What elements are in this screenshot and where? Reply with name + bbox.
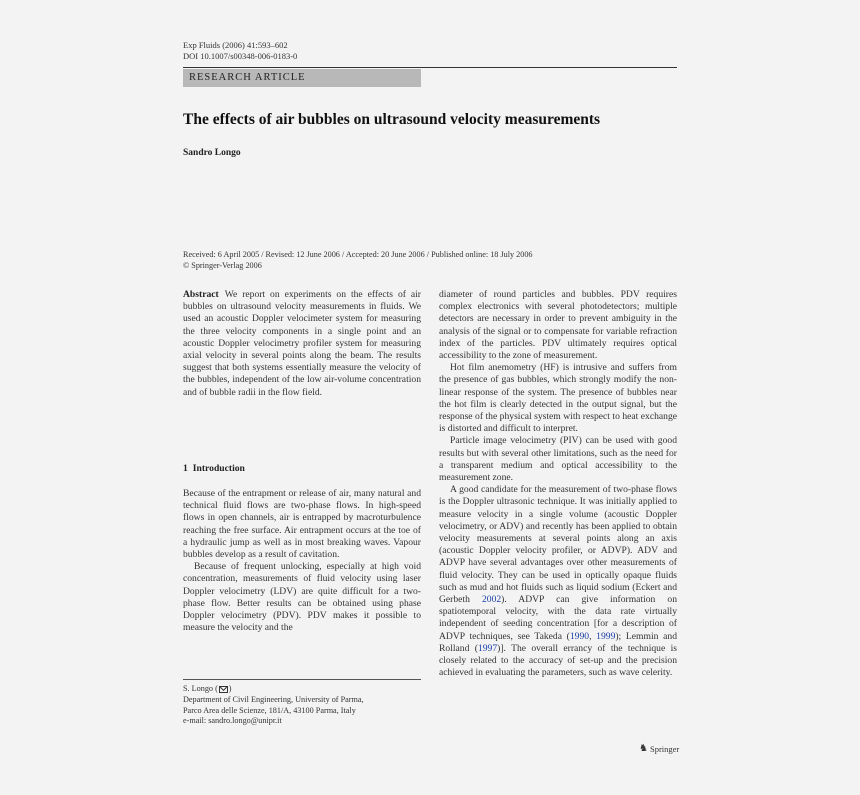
date-history: Received: 6 April 2005 / Revised: 12 June 2006 / Accepted: 20 June 2006 / Published online: 18 July 2006 [183, 250, 533, 259]
abstract-label: Abstract [183, 289, 219, 300]
copyright: © Springer-Verlag 2006 [183, 261, 262, 270]
section-heading-introduction [183, 463, 245, 474]
introduction-body [183, 488, 421, 634]
citation-link[interactable]: 2002 [481, 594, 502, 606]
citation-link[interactable]: 1997 [477, 642, 498, 654]
body-paragraph [439, 484, 677, 679]
author-email[interactable]: e-mail: sandro.longo@unipr.it [183, 716, 282, 726]
publication-dates [183, 249, 533, 271]
intro-paragraph: Because of frequent unlocking, especially at high void concentration, measurements of fluid velocity using laser Doppler velocimetry (LDV) are quite difficult for a two-phase flow. Better results can be obtained using phase Doppler velocimetry (PDV). PDV makes it possible to measure the velocity and the [183, 561, 421, 634]
text-run: A good candidate for the measurement of two-phase flows is the Doppler ultrasonic technique. It was initially applied to measure velocity in a single volume (acoustic Doppler velocimetry, or ADV) and recently has been applied to obtain velocity measurements at several points along an axis (acoustic Doppler velocity profiler, or ADVP). ADV and ADVP have several advantages over other measurements of fluid velocity. They can be used in optically opaque fluids such as mud and hot fluids such as liquid sodium (Eckert and Gerbeth [439, 484, 677, 606]
body-paragraph: Particle image velocimetry (PIV) can be used with good results but with several other limitations, such as the need for a transparent medium and optical accessibility to the measurement zone. [439, 435, 677, 484]
section-number: 1 [183, 463, 188, 474]
affiliation-dept: Department of Civil Engineering, University of Parma, [183, 694, 364, 704]
body-paragraph: diameter of round particles and bubbles. PDV requires complex electronics with several photodetectors; multiple detectors are necessary in order to prevent ambiguity in the analysis of the signal or to compensate for variable refraction index of the particles. PDV ultimately requires optical accessibility to the zone of measurement. [439, 289, 677, 362]
springer-horse-icon: ♞ [639, 743, 648, 754]
journal-header [183, 40, 297, 62]
journal-citation: Exp Fluids (2006) 41:593–602 [183, 40, 288, 50]
intro-paragraph: Because of the entrapment or release of air, many natural and technical fluid flows are two-phase flows. In high-speed flows in open channels, air is entrapped by macroturbulence reaching the free surface. Air entrapment occurs at the toe of a hydraulic jump as well as in most breaking waves. Vapour bubbles develop as a result of cavitation. [183, 488, 421, 561]
abstract-text: We report on experiments on the effects of air bubbles on ultrasound velocity measurements in fluids. We used an acoustic Doppler velocimeter system for measuring the three velocity components in a single point and an acoustic Doppler velocimetry profiler system for measuring axial velocity in several points along the beam. The results suggest that both systems essentially measure the velocity of the bubbles, independent of the low air-volume concentration and of bubble radii in the flow field. [183, 289, 421, 398]
text-run: ); Lemmin and Rolland ( [439, 630, 677, 654]
doi: DOI 10.1007/s00348-006-0183-0 [183, 51, 298, 61]
citation-link[interactable]: 1990 [569, 630, 590, 642]
envelope-icon [219, 686, 228, 693]
paper-title: The effects of air bubbles on ultrasound velocity measurements [183, 111, 601, 128]
header-rule [183, 67, 677, 68]
right-column-body [439, 289, 677, 680]
body-paragraph: Hot film anemometry (HF) is intrusive and suffers from the presence of gas bubbles, which strongly modify the non-linear response of the system. The presence of bubbles near the hot film is clearly detected in the output signal, but the response of the physical system with respect to heat exchange is distorted and difficult to interpret. [439, 362, 677, 435]
text-run: )]. The overall errancy of the technique is closely related to the accuracy of set-up and the precision achieved in evaluating the parameters, such as wave celerity. [439, 642, 677, 679]
citation-link[interactable]: 1999 [596, 630, 616, 642]
text-run: , [589, 630, 597, 642]
text-run: ). ADVP can give information on spatiotemporal velocity, with the data rate virtually independent of seeding concentration [for a description of ADVP techniques, see Takeda ( [439, 594, 677, 642]
publisher-logo [639, 744, 679, 754]
footnote-rule [183, 679, 421, 680]
publisher-name: Springer [649, 744, 680, 754]
article-type-banner: RESEARCH ARTICLE [183, 69, 421, 87]
author-name: Sandro Longo [183, 148, 241, 158]
abstract [183, 289, 421, 399]
author-affiliation [183, 684, 421, 727]
text-run: ) [228, 684, 232, 693]
footnote-author: S. Longo ( [183, 684, 218, 693]
affiliation-address: Parco Area delle Scienze, 181/A, 43100 Parma, Italy [183, 705, 356, 715]
section-title: Introduction [192, 463, 245, 474]
